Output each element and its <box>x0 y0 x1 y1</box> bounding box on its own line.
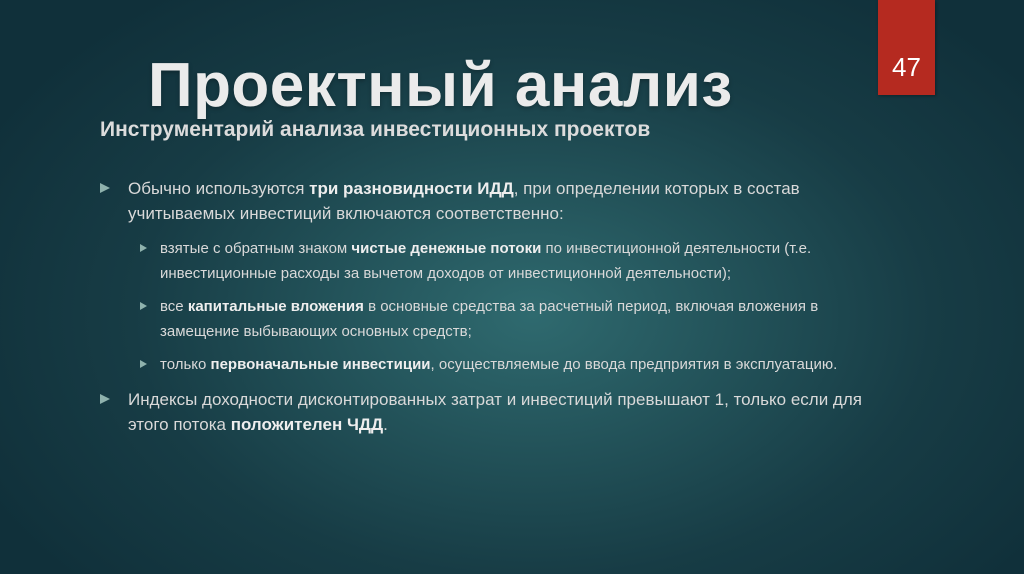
sub-bullet-text-bold: первоначальные инвестиции <box>210 356 431 373</box>
bullet-text: Индексы доходности дисконтированных затрат и инвестиций превышают 1, только если для этого потока <box>128 390 862 434</box>
triangle-right-icon <box>100 394 110 404</box>
triangle-right-icon <box>140 360 147 368</box>
bullet-item-idd-types <box>100 176 880 226</box>
sub-bullet-text: только <box>160 356 211 373</box>
sub-bullet-item-net-cash-flows <box>140 236 880 286</box>
sub-bullet-item-initial-investments <box>140 352 880 377</box>
bullet-text-bold: три разновидности ИДД <box>309 179 514 198</box>
sub-bullet-text: в основные средства за расчетный период, включая вложения в замещение выбывающих основных средств; <box>160 298 819 340</box>
sub-bullet-text: все <box>160 298 188 315</box>
bullet-text: . <box>383 415 388 434</box>
sub-bullet-text-bold: капитальные вложения <box>187 298 364 315</box>
bullet-text-bold: положителен ЧДД <box>230 415 384 434</box>
bullet-item-profitability-index <box>100 387 880 437</box>
bullet-text: , при определении которых в состав учитываемых инвестиций включаются соответственно: <box>128 179 800 223</box>
bullet-text: Обычно используются <box>128 179 310 198</box>
slide-subtitle: Инструментарий анализа инвестиционных проектов <box>100 118 651 141</box>
triangle-right-icon <box>100 183 110 193</box>
sub-bullet-text-bold: чистые денежные потоки <box>351 240 542 257</box>
sub-bullet-text: взятые с обратным знаком <box>160 240 352 257</box>
slide-title: Проектный анализ <box>148 51 733 120</box>
sub-bullet-item-capital-investments <box>140 294 880 344</box>
slide-number-badge: 47 <box>878 0 935 95</box>
sub-bullet-text: , осуществляемые до ввода предприятия в эксплуатацию. <box>430 356 838 373</box>
triangle-right-icon <box>140 302 147 310</box>
bullet-list <box>100 176 880 437</box>
triangle-right-icon <box>140 244 147 252</box>
sub-bullet-text: по инвестиционной деятельности (т.е. инвестиционные расходы за вычетом доходов от инвестиционной деятельности); <box>160 240 812 282</box>
